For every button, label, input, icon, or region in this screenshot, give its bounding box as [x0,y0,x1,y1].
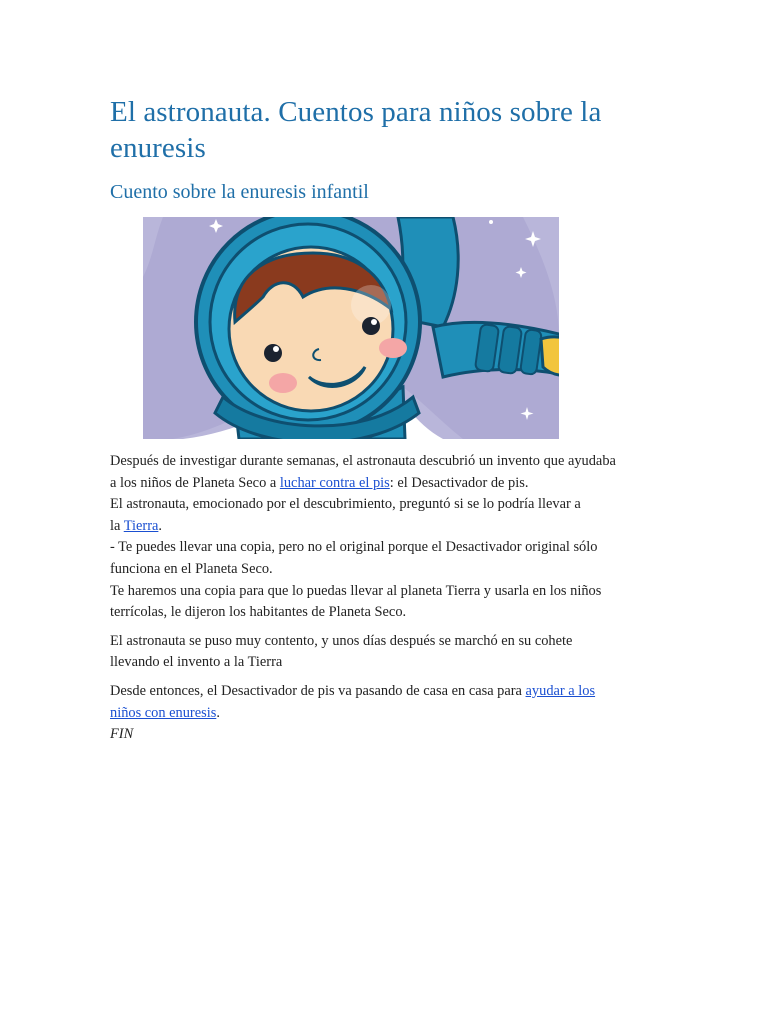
link-tierra[interactable]: Tierra [123,517,159,534]
story-end: FIN [110,726,134,743]
paragraph: El astronauta se puso muy contento, y unos días después se marchó en su cohete llevando el invento a la Tierra [110,632,573,671]
page-title: El astronauta. Cuentos para niños sobre la enuresis [110,96,602,164]
paragraph: Después de investigar durante semanas, el astronauta descubrió un invento que ayudaba a los niños de Planeta Seco a luchar contra el pis: el Desactivador de pis. El astronauta, emocionado por el descubrimiento, preguntó si se lo podría llevar a la Tierra. - Te puedes llevar una copia, pero no el original porque el Desactivador original sólo funciona en el Planeta Seco. Te haremos una copia para que lo puedas llevar al planeta Tierra y usarla en los niños terrícolas, le dijeron los habitantes de Planeta Seco. [110,453,616,621]
paragraph: Desde entonces, el Desactivador de pis va pasando de casa en casa para ayudar a los niños con enuresis. FIN [110,682,596,743]
story-body [110,451,670,746]
article [110,94,670,753]
link-luchar-contra-el-pis[interactable]: luchar contra el pis [279,474,390,491]
astronaut-illustration [143,217,559,439]
page-subtitle: Cuento sobre la enuresis infantil [110,181,369,203]
link-ayudar-a-los-ninos-con-enuresis[interactable]: ayudar a los [525,682,596,699]
link-ayudar-a-los-ninos-con-enuresis-cont[interactable]: niños con enuresis [110,704,217,721]
